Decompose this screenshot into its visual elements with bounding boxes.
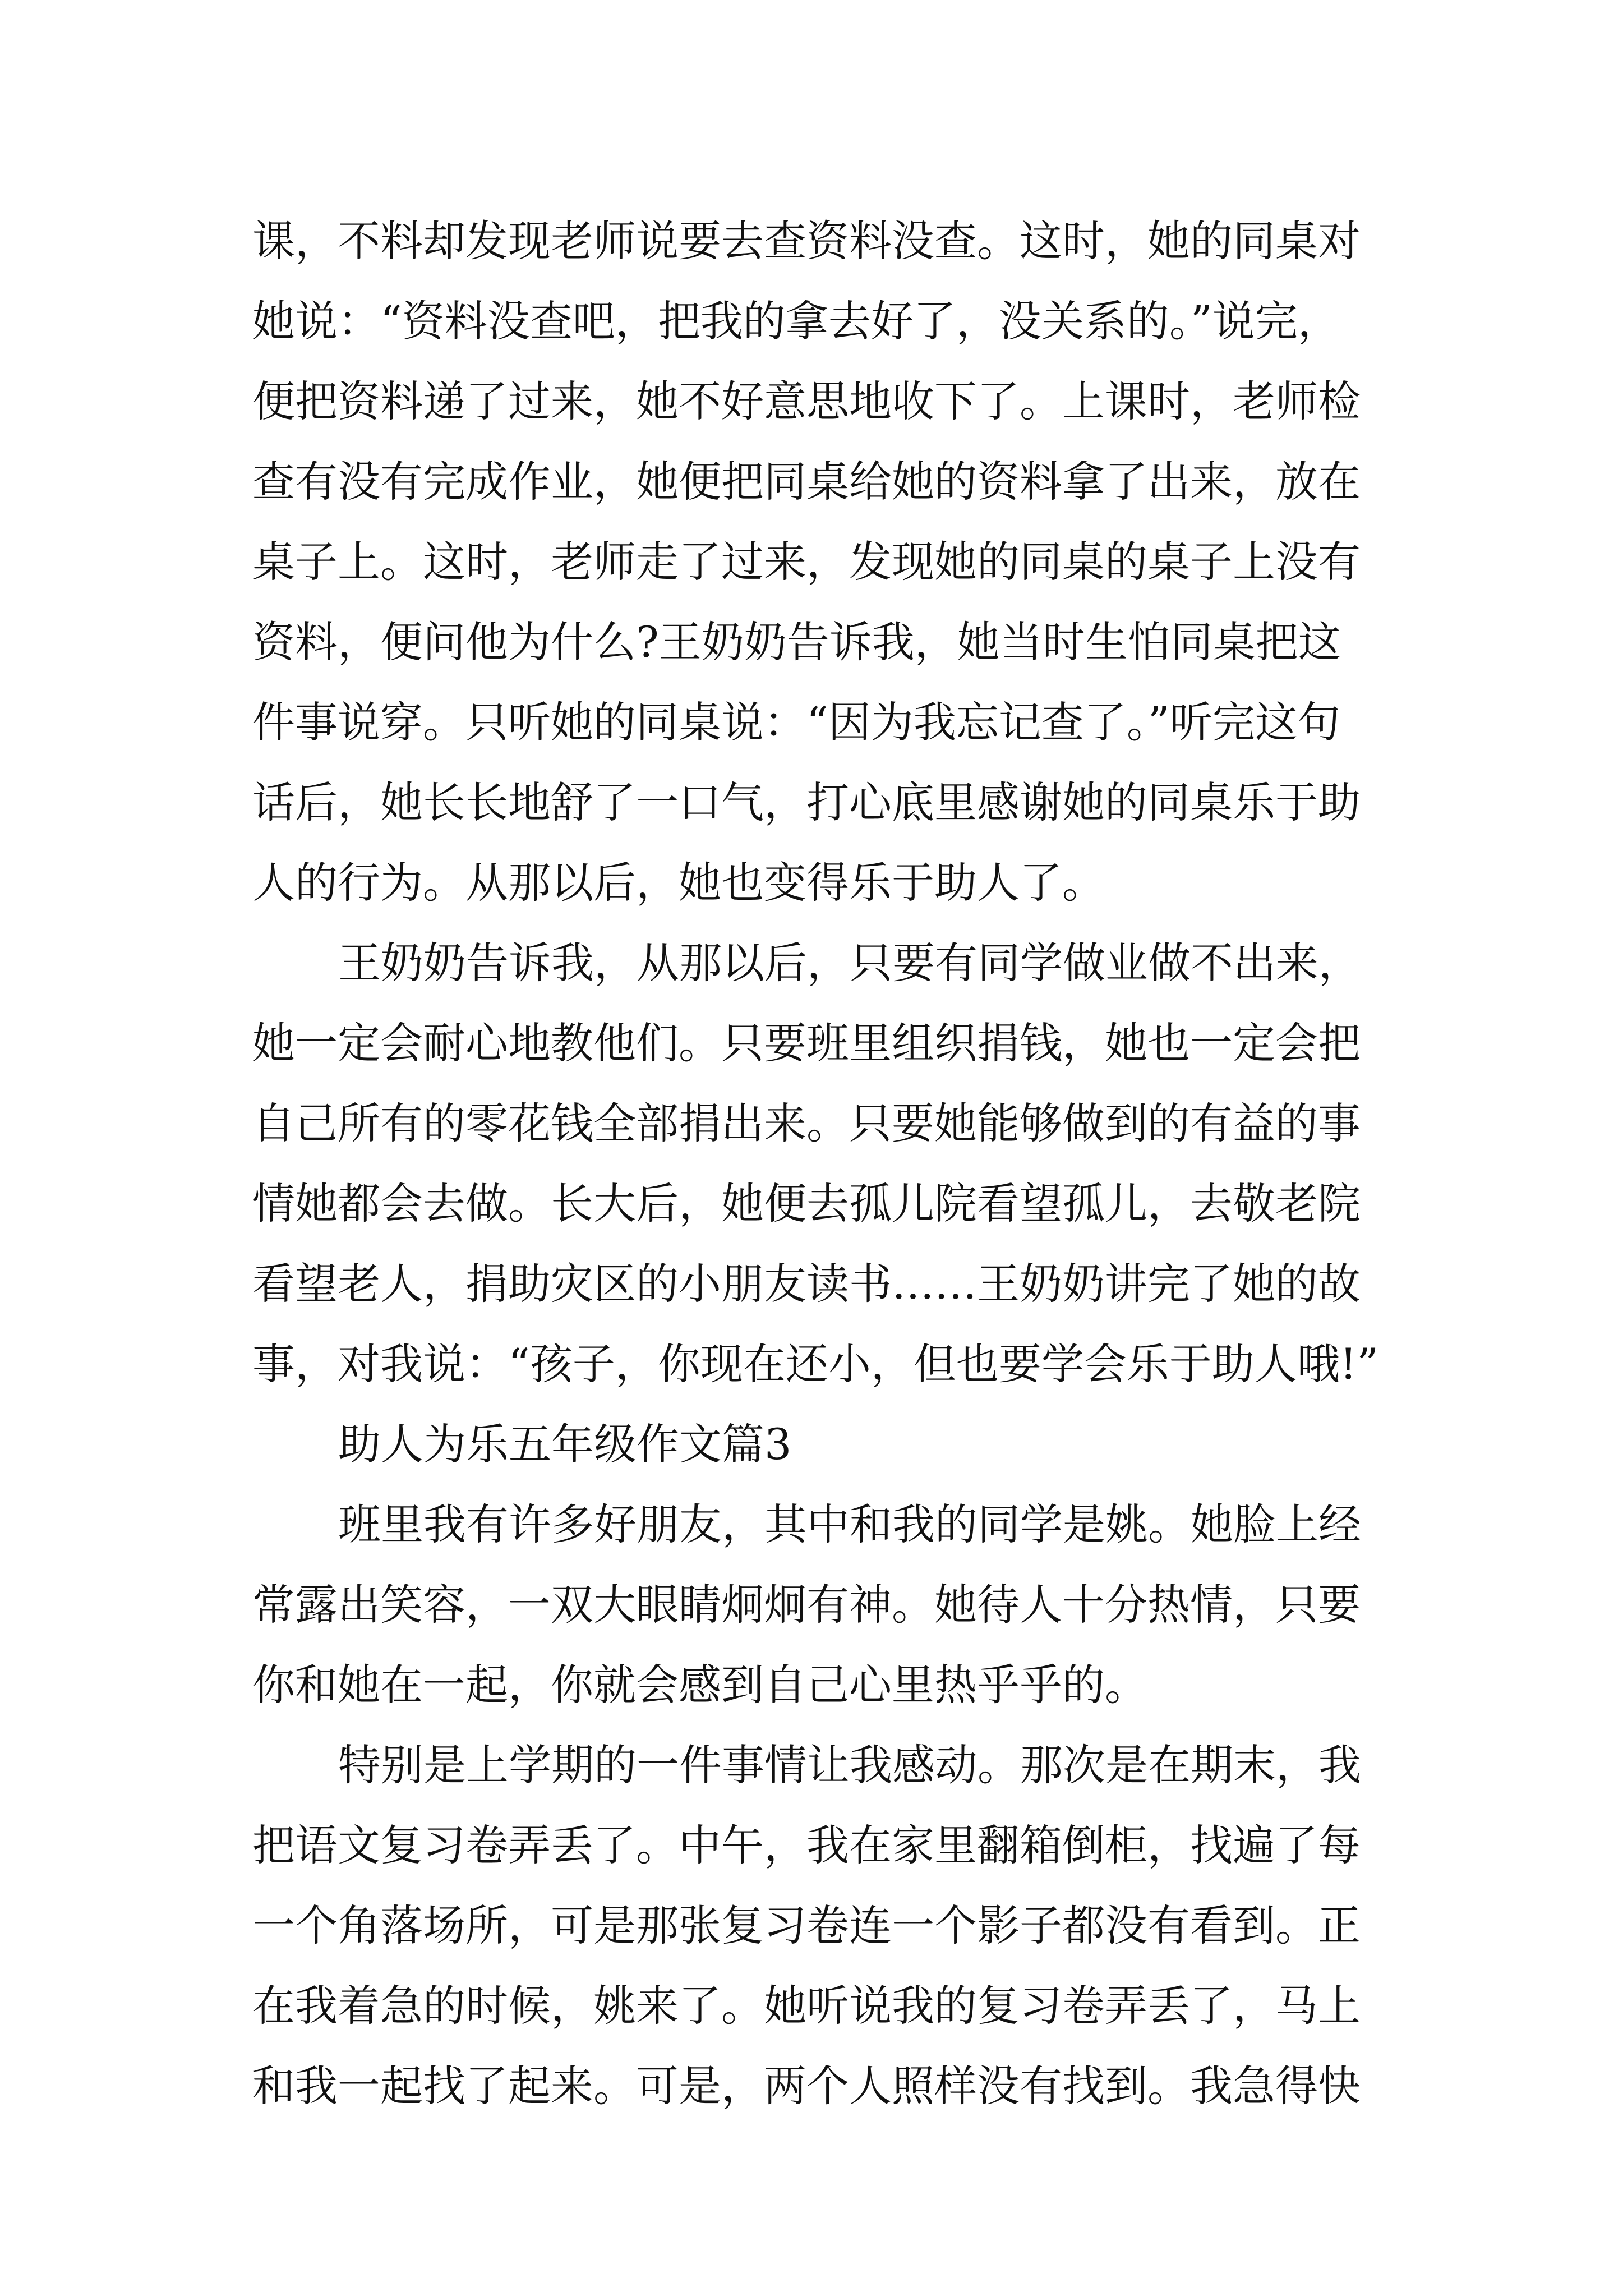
text-line: 和我一起找了起来。可是，两个人照样没有找到。我急得快 xyxy=(252,2061,1361,2111)
text-line: 她一定会耐心地教他们。只要班里组织捐钱，她也一定会把 xyxy=(252,1018,1361,1068)
text-line: 她说：“资料没查吧，把我的拿去好了，没关系的。”说完， xyxy=(252,296,1340,346)
text-line: 你和她在一起，你就会感到自己心里热乎乎的。 xyxy=(252,1660,1147,1710)
text-line: 自己所有的零花钱全部捐出来。只要她能够做到的有益的事 xyxy=(252,1098,1361,1148)
text-line: 课，不料却发现老师说要去查资料没查。这时，她的同桌对 xyxy=(252,216,1361,266)
text-line: 查有没有完成作业，她便把同桌给她的资料拿了出来，放在 xyxy=(252,457,1361,507)
text-line: 特别是上学期的一件事情让我感动。那次是在期末，我 xyxy=(338,1740,1361,1790)
text-line: 桌子上。这时，老师走了过来，发现她的同桌的桌子上没有 xyxy=(252,537,1361,587)
text-line: 一个角落场所，可是那张复习卷连一个影子都没有看到。正 xyxy=(252,1901,1361,1950)
text-line: 王奶奶告诉我，从那以后，只要有同学做业做不出来， xyxy=(338,938,1361,988)
text-line: 话后，她长长地舒了一口气，打心底里感谢她的同桌乐于助 xyxy=(252,777,1361,827)
text-line: 在我着急的时候，姚来了。她听说我的复习卷弄丢了，马上 xyxy=(252,1981,1361,2031)
text-line: 便把资料递了过来，她不好意思地收下了。上课时，老师检 xyxy=(252,376,1361,426)
text-line: 班里我有许多好朋友，其中和我的同学是姚。她脸上经 xyxy=(338,1499,1361,1549)
heading-text: 助人为乐五年级作文篇3 xyxy=(338,1419,792,1469)
text-line: 常露出笑容，一双大眼睛炯炯有神。她待人十分热情，只要 xyxy=(252,1580,1361,1630)
text-line: 资料，便问他为什么?王奶奶告诉我，她当时生怕同桌把这 xyxy=(252,617,1341,667)
text-line: 件事说穿。只听她的同桌说：“因为我忘记查了。”听完这句 xyxy=(252,697,1340,747)
text-line: 情她都会去做。长大后，她便去孤儿院看望孤儿，去敬老院 xyxy=(252,1179,1361,1228)
text-line: 事，对我说：“孩子，你现在还小，但也要学会乐于助人哦!” xyxy=(252,1339,1379,1389)
text-line: 看望老人，捐助灾区的小朋友读书……王奶奶讲完了她的故 xyxy=(252,1259,1361,1309)
text-line: 人的行为。从那以后，她也变得乐于助人了。 xyxy=(252,858,1105,908)
text-line: 把语文复习卷弄丢了。中午，我在家里翻箱倒柜，找遍了每 xyxy=(252,1820,1361,1870)
